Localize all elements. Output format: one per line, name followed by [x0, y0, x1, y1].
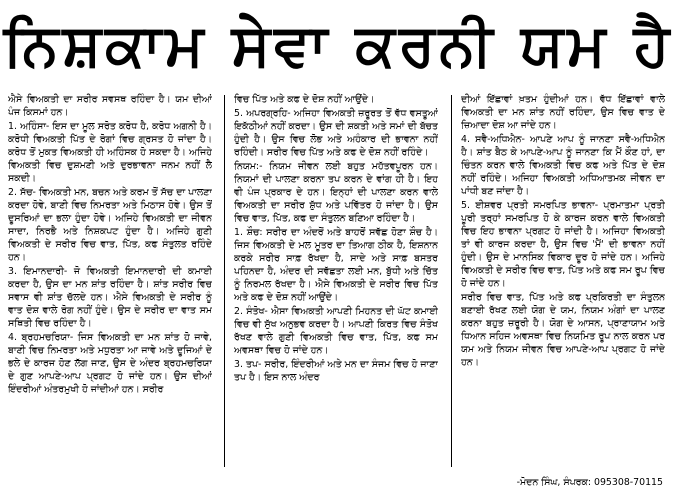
paragraph: ਦੀਆਂ ਇੱਛਾਵਾਂ ਖ਼ਤਮ ਹੁੰਦੀਆਂ ਹਨ। ਵੱਧ ਇੱਛਾਵਾਂ ਵਾਲੇ ਵਿਅਕਤੀ ਦਾ ਮਨ ਸ਼ਾਂਤ ਨਹੀਂ ਰਹਿੰਦਾ, ਉਸ ਵਿਚ ਵਾਤ ਦੇ ਜ਼ਿਆਦਾ ਦੋਸ਼ ਆ ਜਾਂਦੇ ਹਨ। — [461, 94, 665, 131]
paragraph: 2. ਸੱਚ- ਵਿਅਕਤੀ ਮਨ, ਬਚਨ ਅਤੇ ਕਰਮ ਤੋਂ ਸੱਚ ਦਾ ਪਾਲਣਾ ਕਰਦਾ ਹੋਵੇ, ਬਾਣੀ ਵਿਚ ਨਿਮਰਤਾ ਅਤੇ ਮਿਠਾਸ ਹੋਵੇ। ਉਸ ਤੋਂ ਦੂਸਰਿਆਂ ਦਾ ਭਲਾ ਹੁੰਦਾ ਹੋਵੇ। ਅਜਿਹੇ ਵਿਅਕਤੀ ਦਾ ਜੀਵਨ ਸਾਦਾ, ਨਿਰਭੈ ਅਤੇ ਨਿਸ਼ਕਪਟ ਹੁੰਦਾ ਹੈ। ਅਜਿਹੇ ਗੁਣੀ ਵਿਅਕਤੀ ਦੇ ਸਰੀਰ ਵਿਚ ਵਾਤ, ਪਿੱਤ, ਕਫ ਸੰਤੁਲਤ ਰਹਿੰਦੇ ਹਨ। — [8, 187, 212, 263]
paragraph: 1. ਅਹਿੰਸਾ- ਇਸ ਦਾ ਮੂਲ ਸਰੋਤ ਕਰੋਧ ਹੈ, ਕਰੋਧ ਅਗਨੀ ਹੈ। ਕਰੋਧੀ ਵਿਅਕਤੀ ਪਿੱਤ ਦੇ ਰੋਗਾਂ ਵਿਚ ਗ੍ਰਸਤ ਹੋ ਜਾਂਦਾ ਹੈ। ਕਰੋਧ ਤੋਂ ਮੁਕਤ ਵਿਅਕਤੀ ਹੀ ਅਹਿੰਸਕ ਹੋ ਸਕਦਾ ਹੈ। ਅਜਿਹੇ ਵਿਅਕਤੀ ਵਿਚ ਦੁਸ਼ਮਣੀ ਅਤੇ ਦੁਰਭਾਵਨਾ ਜਨਮ ਨਹੀਂ ਲੈ ਸਕਦੀ। — [8, 121, 212, 184]
paragraph: 4. ਸਵੈ-ਅਧਿਐਨ- ਆਪਣੇ ਆਪ ਨੂੰ ਜਾਨਣਾ ਸਵੈ-ਅਧਿਐਨ ਹੈ। ਸ਼ਾਂਤ ਬੈਠ ਕੇ ਆਪਣੇ-ਆਪ ਨੂੰ ਜਾਨਣਾ ਕਿ ਮੈਂ ਕੌਣ ਹਾਂ, ਦਾ ਚਿੰਤਨ ਕਰਨ ਵਾਲੇ ਵਿਅਕਤੀ ਵਿਚ ਕਫ ਅਤੇ ਪਿੱਤ ਦੇ ਦੋਸ਼ ਨਹੀਂ ਰਹਿੰਦੇ। ਅਜਿਹਾ ਵਿਅਕਤੀ ਅਧਿਆਤਮਕ ਜੀਵਨ ਦਾ ਪਾਂਧੀ ਬਣ ਜਾਂਦਾ ਹੈ। — [461, 134, 665, 197]
paragraph: ਸਰੀਰ ਵਿਚ ਵਾਤ, ਪਿੱਤ ਅਤੇ ਕਫ ਪ੍ਰਕਿਰਤੀ ਦਾ ਸੰਤੁਲਨ ਬਣਾਈ ਰੱਖਣ ਲਈ ਯੋਗ ਦੇ ਯਮ, ਨਿਯਮ ਅੰਗਾਂ ਦਾ ਪਾਲਣ ਕਰਨਾ ਬਹੁਤ ਜ਼ਰੂਰੀ ਹੈ। ਯੋਗ ਦੇ ਆਸਨ, ਪ੍ਰਾਣਾਯਾਮ ਅਤੇ ਧਿਆਨ ਸਹਿਜ ਅਵਸਥਾ ਵਿਚ ਨਿਯਮਿਤ ਰੂਪ ਨਾਲ ਕਰਨ ਪਰ ਯਮ ਅਤੇ ਨਿਯਮ ਜੀਵਨ ਵਿਚ ਆਪਣੇ-ਆਪ ਪ੍ਰਗਟ ਹੋ ਜਾਂਦੇ ਹਨ। — [461, 292, 665, 368]
paragraph: 3. ਤਪ- ਸਰੀਰ, ਇੰਦਰੀਆਂ ਅਤੇ ਮਨ ਦਾ ਸੰਜਮ ਵਿਚ ਹੋ ਜਾਣਾ ਤਪ ਹੈ। ਇਸ ਨਾਲ ਅੰਦਰ — [234, 359, 438, 383]
column-3 — [461, 93, 665, 473]
paragraph: 2. ਸੰਤੋਖ- ਐਸਾ ਵਿਅਕਤੀ ਆਪਣੀ ਮਿਹਨਤ ਦੀ ਘੱਟ ਕਮਾਈ ਵਿਚ ਵੀ ਸੁੱਖ ਅਨੁਭਵ ਕਰਦਾ ਹੈ। ਆਪਣੀ ਕਿਰਤ ਵਿਚ ਸੰਤੋਖ ਰੱਖਣ ਵਾਲੇ ਗੁਣੀ ਵਿਅਕਤੀ ਵਿਚ ਵਾਤ, ਪਿੱਤ, ਕਫ ਸਮ ਅਵਸਥਾ ਵਿਚ ਹੋ ਜਾਂਦੇ ਹਨ। — [234, 306, 438, 356]
column-divider — [224, 95, 225, 467]
paragraph: 5. ਈਸ਼ਵਰ ਪ੍ਰਤੀ ਸਮਰਪਿਤ ਭਾਵਨਾ- ਪ੍ਰਮਾਤਮਾ ਪ੍ਰਤੀ ਪੂਰੀ ਤਰ੍ਹਾਂ ਸਮਰਪਿਤ ਹੋ ਕੇ ਕਾਰਜ ਕਰਨ ਵਾਲੇ ਵਿਅਕਤੀ ਵਿਚ ਇਹ ਭਾਵਨਾ ਪ੍ਰਗਟ ਹੋ ਜਾਂਦੀ ਹੈ। ਅਜਿਹਾ ਵਿਅਕਤੀ ਤਾਂ ਵੀ ਕਾਰਜ ਕਰਦਾ ਹੈ, ਉਸ ਵਿਚ 'ਮੈਂ' ਦੀ ਭਾਵਨਾ ਨਹੀਂ ਹੁੰਦੀ। ਉਸ ਦੇ ਮਾਨਸਿਕ ਵਿਕਾਰ ਦੂਰ ਹੋ ਜਾਂਦੇ ਹਨ। ਅਜਿਹੇ ਵਿਅਕਤੀ ਦੇ ਸਰੀਰ ਵਿਚ ਵਾਤ, ਪਿੱਤ ਅਤੇ ਕਫ ਸਮ ਰੂਪ ਵਿਚ ਹੋ ਜਾਂਦੇ ਹਨ। — [461, 200, 665, 289]
paragraph: ਵਿਚ ਪਿੱਤ ਅਤੇ ਕਫ ਦੇ ਦੋਸ਼ ਨਹੀਂ ਆਉਂਦੇ। — [234, 94, 375, 105]
paragraph: 1. ਸ਼ੌਚ: ਸਰੀਰ ਦਾ ਅੰਦਰੋਂ ਅਤੇ ਬਾਹਰੋਂ ਸਵੱਛ ਹੋਣਾ ਸ਼ੌਚ ਹੈ। ਜਿਸ ਵਿਅਕਤੀ ਦੇ ਮਲ ਮੂਤਰ ਦਾ ਤਿਆਗ ਠੀਕ ਹੈ, ਇਸ਼ਨਾਨ ਕਰਕੇ ਸਰੀਰ ਸਾਫ਼ ਰੱਖਦਾ ਹੈ, ਸਾਦੇ ਅਤੇ ਸਾਫ਼ ਬਸਤਰ ਪਹਿਨਦਾ ਹੈ, ਅੰਦਰ ਦੀ ਸਵੱਛਤਾ ਲਈ ਮਨ, ਬੁੱਧੀ ਅਤੇ ਚਿੱਤ ਨੂੰ ਨਿਰਮਲ ਰੱਖਦਾ ਹੈ। ਐਸੇ ਵਿਅਕਤੀ ਦੇ ਸਰੀਰ ਵਿਚ ਪਿੱਤ ਅਤੇ ਕਫ ਦੇ ਦੋਸ਼ ਨਹੀਂ ਆਉਂਦੇ। — [234, 227, 438, 303]
article-title: ਨਿਸ਼ਕਾਮ ਸੇਵਾ ਕਰਨੀ ਯਮ ਹੈ — [3, 11, 674, 79]
paragraph: 4. ਬ੍ਰਹਮਚਰਿਯਾ- ਜਿਸ ਵਿਅਕਤੀ ਦਾ ਮਨ ਸ਼ਾਂਤ ਹੋ ਜਾਵੇ, ਬਾਣੀ ਵਿਚ ਨਿਮਰਤਾ ਅਤੇ ਮਧੁਰਤਾ ਆ ਜਾਵੇ ਅਤੇ ਦੂਜਿਆਂ ਦੇ ਭਲੇ ਦੇ ਕਾਰਜ ਹੋਣ ਲੱਗ ਜਾਣ, ਉਸ ਦੇ ਅੰਦਰ ਬ੍ਰਹਮਚਰਿਯਾ ਦੇ ਗੁਣ ਆਪਣੇ-ਆਪ ਪ੍ਰਗਟ ਹੋ ਜਾਂਦੇ ਹਨ। ਉਸ ਦੀਆਂ ਇੰਦਰੀਆਂ ਅੰਤਰਮੁਖੀ ਹੋ ਜਾਂਦੀਆਂ ਹਨ। ਸਰੀਰ — [8, 332, 212, 395]
column-divider — [451, 95, 452, 467]
column-2 — [234, 93, 438, 473]
column-1 — [8, 93, 212, 473]
author-byline: -ਮੋਦਨ ਸਿੰਘ, ਸੰਪਰਕ: 095308-70115 — [516, 477, 663, 488]
paragraph: ਨਿਯਮ:- ਨਿਯਮ ਜੀਵਨ ਲਈ ਬਹੁਤ ਮਹੱਤਵਪੂਰਨ ਹਨ। ਨਿਯਮਾਂ ਦੀ ਪਾਲਣਾ ਕਰਨਾ ਤਪ ਕਰਨ ਦੇ ਵਾਂਗ ਹੀ ਹੈ। ਇਹ ਵੀ ਪੰਜ ਪ੍ਰਕਾਰ ਦੇ ਹਨ। ਇਨ੍ਹਾਂ ਦੀ ਪਾਲਣਾ ਕਰਨ ਵਾਲੇ ਵਿਅਕਤੀ ਦਾ ਸਰੀਰ ਸ਼ੁੱਧ ਅਤੇ ਪਵਿੱਤਰ ਹੋ ਜਾਂਦਾ ਹੈ। ਉਸ ਵਿਚ ਵਾਤ, ਪਿੱਤ, ਕਫ ਦਾ ਸੰਤੁਲਨ ਬਣਿਆ ਰਹਿੰਦਾ ਹੈ। — [234, 161, 438, 224]
article-body — [8, 93, 669, 465]
paragraph: 3. ਇਮਾਨਦਾਰੀ- ਜੋ ਵਿਅਕਤੀ ਇਮਾਨਦਾਰੀ ਦੀ ਕਮਾਈ ਕਰਦਾ ਹੈ, ਉਸ ਦਾ ਮਨ ਸ਼ਾਂਤ ਰਹਿੰਦਾ ਹੈ। ਸ਼ਾਂਤ ਸਰੀਰ ਵਿਚ ਸਵਾਸ ਵੀ ਸ਼ਾਂਤ ਚੱਲਦੇ ਹਨ। ਐਸੇ ਵਿਅਕਤੀ ਦੇ ਸਰੀਰ ਨੂੰ ਵਾਤ ਦੋਸ਼ ਵਾਲੇ ਰੋਗ ਨਹੀਂ ਹੁੰਦੇ। ਉਸ ਦੇ ਸਰੀਰ ਦਾ ਵਾਤ ਸਮ ਸਥਿਤੀ ਵਿਚ ਰਹਿੰਦਾ ਹੈ। — [8, 266, 212, 329]
paragraph: ਐਸੇ ਵਿਅਕਤੀ ਦਾ ਸਰੀਰ ਸਵਸਥ ਰਹਿੰਦਾ ਹੈ। ਯਮ ਦੀਆਂ ਪੰਜ ਕਿਸਮਾਂ ਹਨ। — [8, 94, 212, 118]
paragraph: 5. ਅਪਰਗ੍ਰਹਿ- ਅਜਿਹਾ ਵਿਅਕਤੀ ਜ਼ਰੂਰਤ ਤੋਂ ਵੱਧ ਵਸਤੂਆਂ ਇਕੱਠੀਆਂ ਨਹੀਂ ਕਰਦਾ। ਉਸ ਦੀ ਸ਼ਕਤੀ ਅਤੇ ਸਮਾਂ ਦੀ ਬੱਚਤ ਹੁੰਦੀ ਹੈ। ਉਸ ਵਿਚ ਲੋਭ ਅਤੇ ਅਹੰਕਾਰ ਦੀ ਭਾਵਨਾ ਨਹੀਂ ਰਹਿੰਦੀ। ਸਰੀਰ ਵਿਚ ਪਿੱਤ ਅਤੇ ਕਫ ਦੇ ਦੋਸ਼ ਨਹੀਂ ਰਹਿੰਦੇ। — [234, 108, 438, 158]
